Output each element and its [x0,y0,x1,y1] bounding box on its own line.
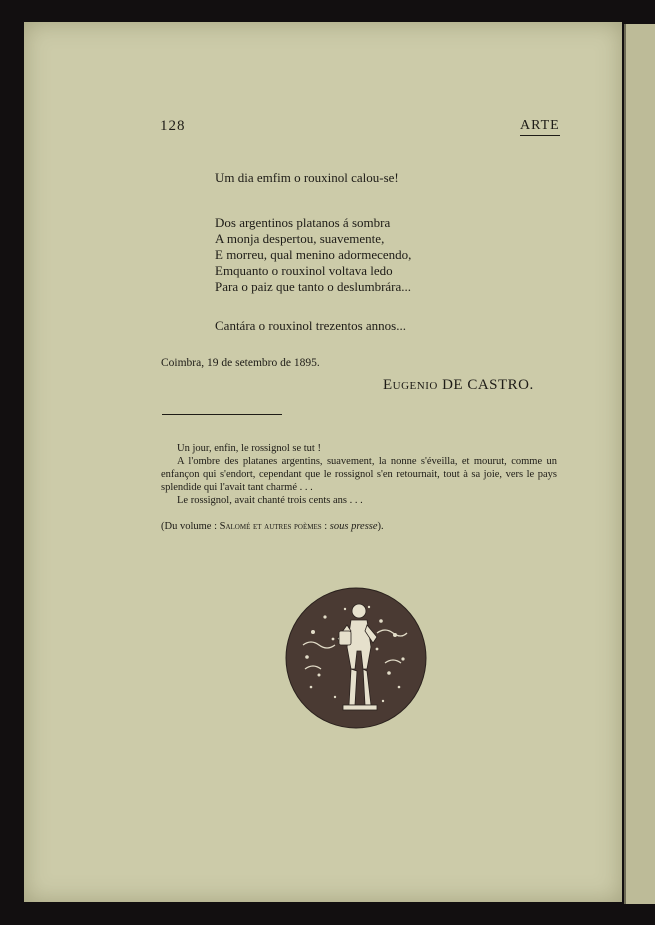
author-given-name: Eugenio [383,377,438,393]
poem-line: Para o paiz que tanto o deslumbrára... [215,279,412,294]
poem-stanza-3 [215,318,406,334]
source-note [161,521,384,532]
poem-stanza-2 [215,215,411,295]
translation-paragraph: Un jour, enfin, le rossignol se tut ! [177,443,321,454]
author-family-name: DE CASTRO. [442,377,534,393]
source-suffix: ). [377,521,384,532]
poem-line: Dos argentinos platanos á sombra [215,215,391,230]
page-number: 128 [160,118,186,134]
source-title: Salomé et autres poèmes [219,521,322,532]
running-head: ARTE [520,118,560,136]
poem-line: Cantára o rouxinol trezentos annos... [215,318,406,333]
source-prefix: (Du volume : [161,521,217,532]
section-rule [162,414,282,415]
poem-line: A monja despertou, suavemente, [215,231,385,246]
poem-line: Emquanto o rouxinol voltava ledo [215,263,393,278]
french-translation [161,442,557,507]
source-status: sous presse [329,521,378,532]
poem-line: Um dia emfim o rouxinol calou-se! [215,170,399,185]
translation-paragraph: Le rossignol, avait chanté trois cents ans . . . [177,495,363,506]
author-signature [383,377,534,394]
dateline: Coimbra, 19 de setembro de 1895. [161,357,320,369]
poem-line: E morreu, qual menino adormecendo, [215,247,412,262]
adjacent-page-edge [624,24,655,904]
translation-paragraph: A l'ombre des platanes argentins, suavement, la nonne s'éveilla, et mourut, comme un enfançon qui s'endort, cependant que le rossignol s'en retournait, tout à sa joie, vers le pays splendide qui l'avait tant charmé . . . [161,456,557,493]
source-separator: : [324,521,328,532]
poem-stanza-1 [215,170,399,186]
nude-figure-among-stars-emblem [285,587,427,729]
